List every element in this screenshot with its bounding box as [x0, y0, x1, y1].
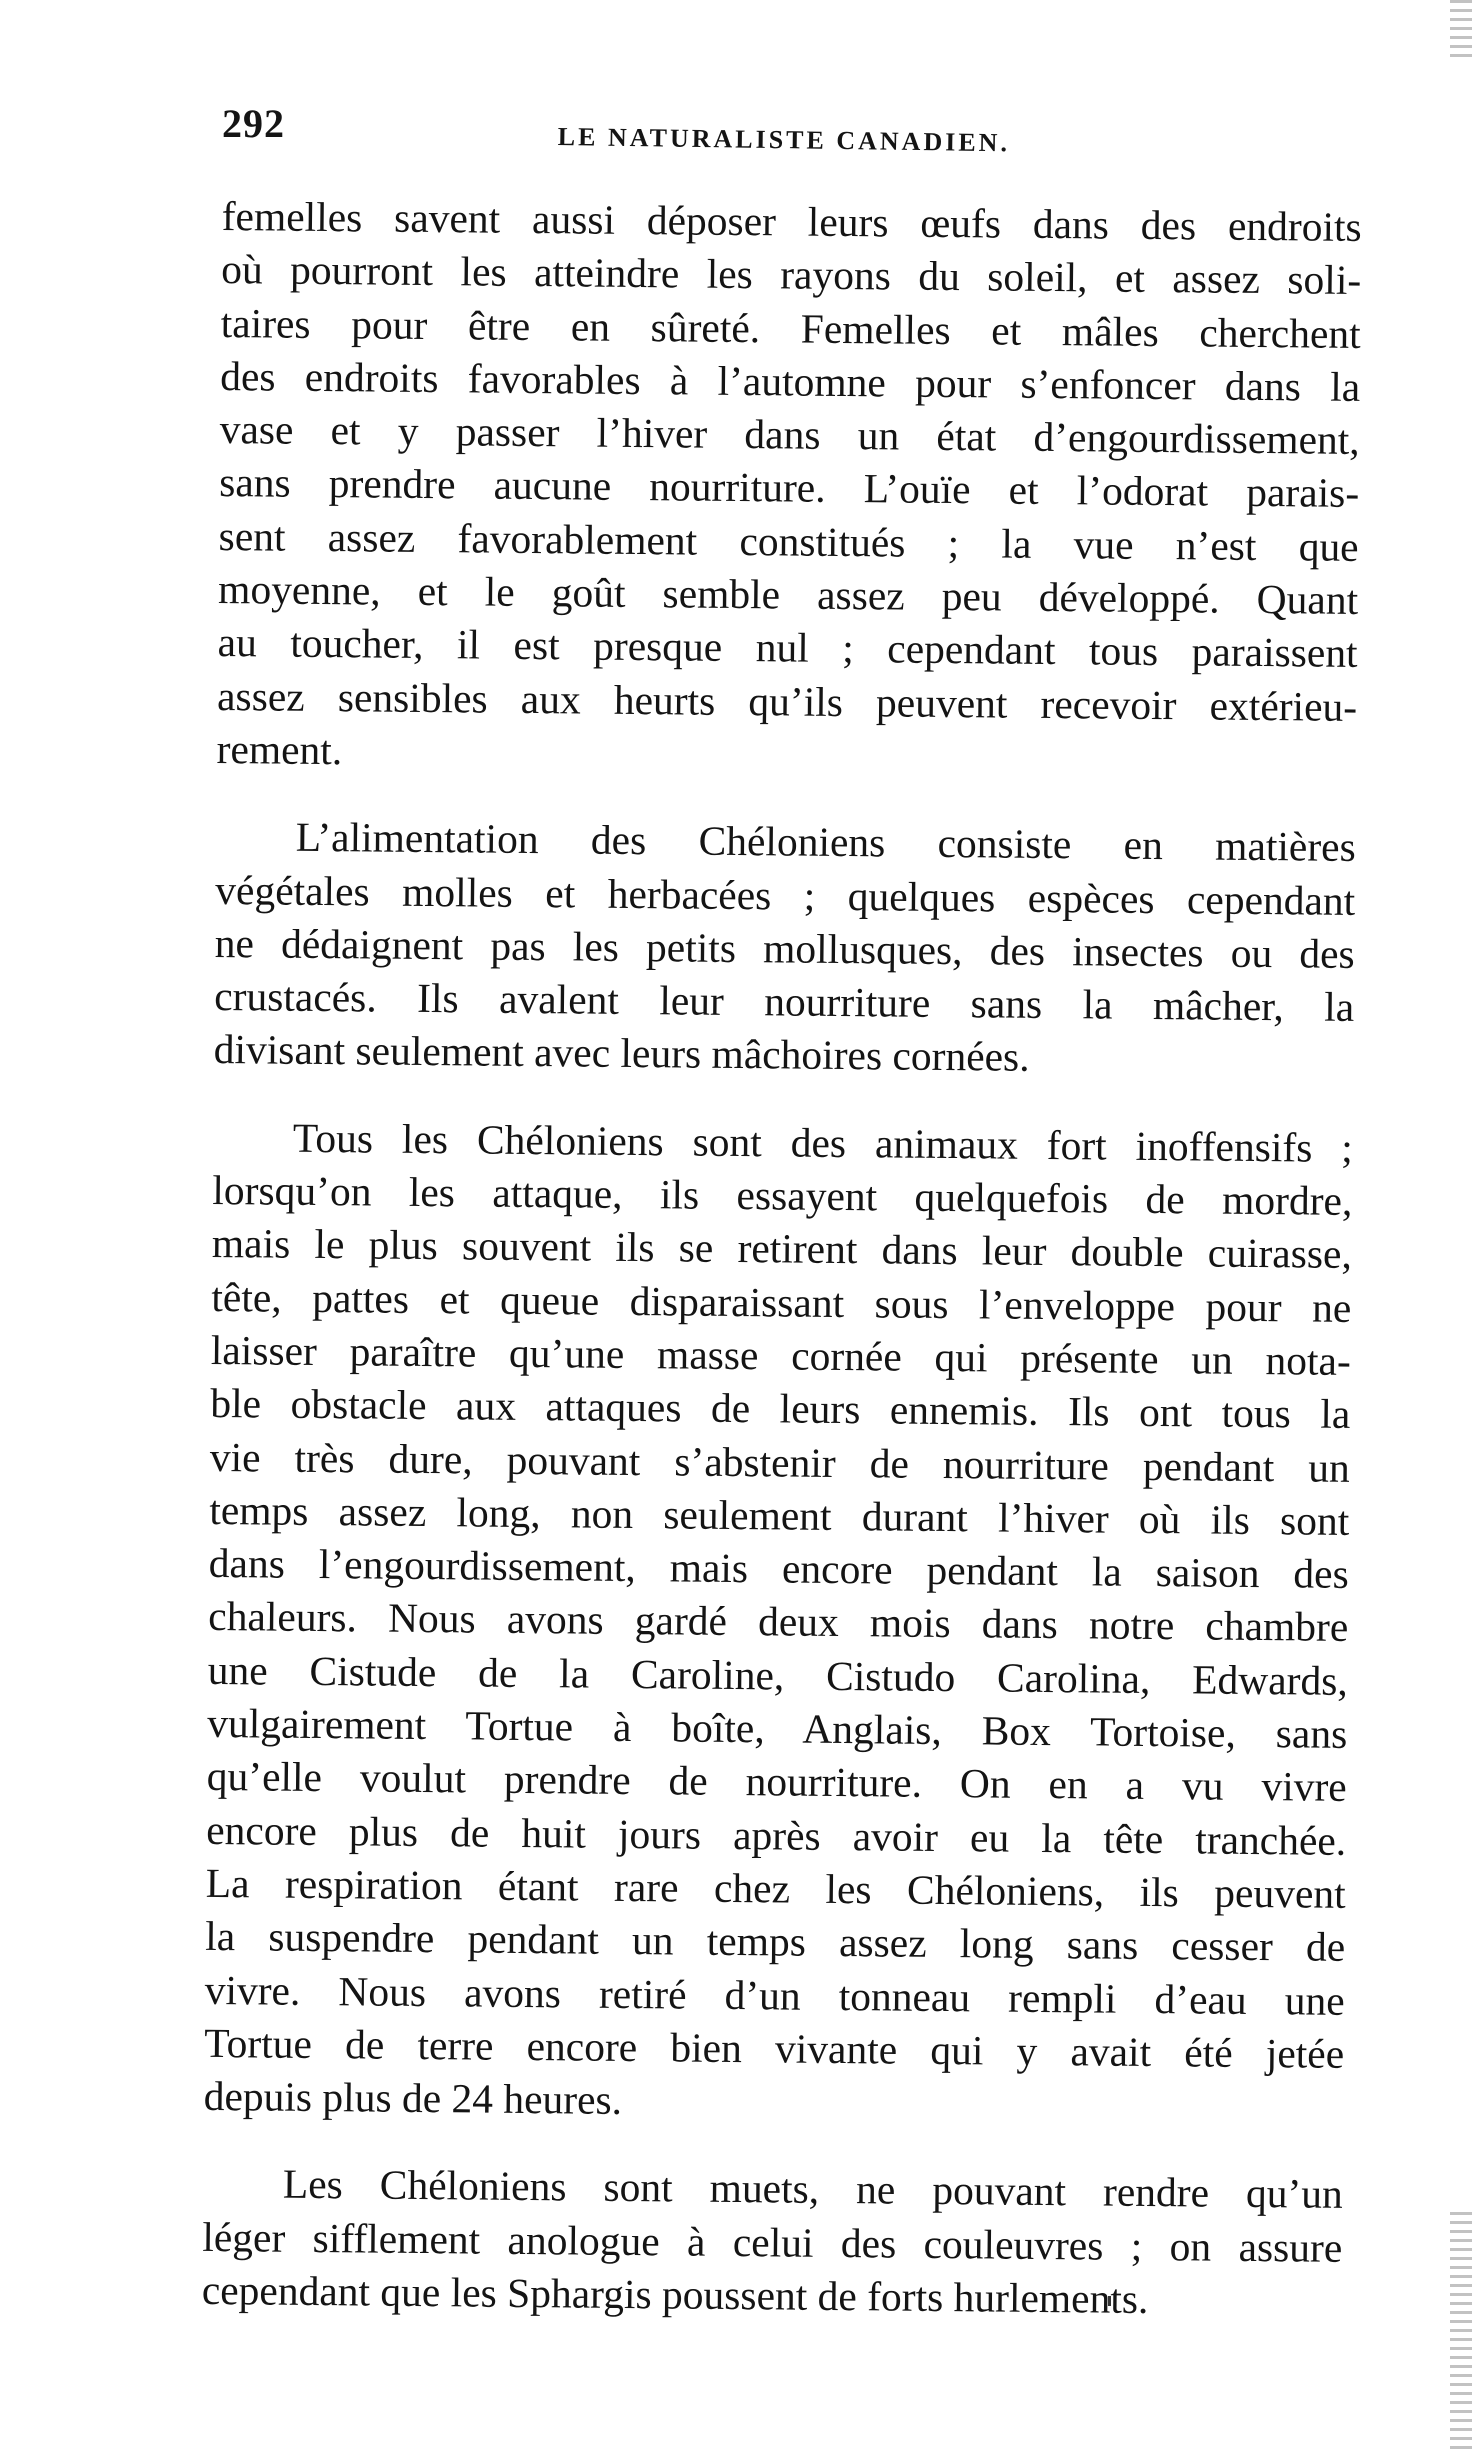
text-line: chaleurs. Nous avons gardé deux mois dans notre chambre	[208, 1593, 1349, 1651]
text-line: Tortue de terre encore bien vivante qui y avait été jetée	[203, 2019, 1345, 2077]
text-line: depuis plus de 24 heures.	[203, 2073, 623, 2124]
page-header	[222, 100, 1362, 160]
text-line: rement.	[216, 725, 343, 774]
text-line: la suspendre pendant un temps assez long sans cesser de	[205, 1913, 1346, 1971]
text-line: tête, pattes et queue disparaissant sous l’enveloppe pour ne	[211, 1273, 1352, 1331]
text-line: L’alimentation des Chéloniens consiste en matières	[295, 814, 1356, 871]
text-line: crustacés. Ils avalent leur nourriture sans la mâcher, la	[214, 973, 1355, 1031]
body-text	[202, 190, 1362, 2328]
text-line: sent assez favorablement constitués ; la vue n’est que	[218, 512, 1359, 570]
text-line: mais le plus souvent ils se retirent dans leur double cuirasse,	[211, 1220, 1353, 1278]
text-line: ble obstacle aux attaques de leurs ennemis. Ils ont tous la	[210, 1380, 1351, 1438]
text-line: vulgairement Tortue à boîte, Anglais, Box Tortoise, sans	[207, 1699, 1348, 1757]
text-line: une Cistude de la Caroline, Cistudo Carolina, Edwards,	[207, 1646, 1348, 1704]
text-line: encore plus de huit jours après avoir eu la tête tranchée.	[206, 1806, 1347, 1864]
text-line: laisser paraître qu’une masse cornée qui présente un nota-	[210, 1326, 1352, 1384]
running-head: LE NATURALISTE CANADIEN.	[557, 122, 1011, 158]
text-line: cependant que les Sphargis poussent de forts hurlements.	[201, 2266, 1149, 2322]
text-line: Tous les Chéloniens sont des animaux fort inoffensifs ;	[292, 1114, 1354, 1171]
page-number: 292	[222, 101, 285, 146]
text-line: vie très dure, pouvant s’abstenir de nourriture pendant un	[209, 1433, 1351, 1491]
text-line: assez sensibles aux heurts qu’ils peuvent recevoir extérieu-	[216, 672, 1358, 730]
text-line: vivre. Nous avons retiré d’un tonneau rempli d’eau une	[204, 1966, 1345, 2024]
text-line: ne dédaignent pas les petits mollusques, des insectes ou des	[214, 919, 1355, 977]
text-line: vase et y passer l’hiver dans un état d’engourdissement,	[219, 406, 1360, 464]
text-line: lorsqu’on les attaque, ils essayent quelquefois de mordre,	[212, 1167, 1353, 1224]
text-line: léger sifflement anologue à celui des couleuvres ; on assure	[202, 2213, 1343, 2271]
text-line: taires pour être en sûreté. Femelles et mâles cherchent	[220, 299, 1361, 357]
text-line: La respiration étant rare chez les Chéloniens, ils peuvent	[205, 1859, 1346, 1917]
paragraph	[216, 190, 1362, 787]
scan-edge-bottom	[1450, 2212, 1472, 2452]
text-line: végétales molles et herbacées ; quelques espèces cependant	[215, 866, 1356, 924]
text-line: femelles savent aussi déposer leurs œufs dans des endroits	[221, 192, 1362, 250]
text-line: où pourront les atteindre les rayons du soleil, et assez soli-	[221, 246, 1362, 304]
scan-edge-top	[1450, 0, 1472, 60]
text-line: temps assez long, non seulement durant l’hiver où ils sont	[209, 1486, 1350, 1544]
text-line: des endroits favorables à l’automne pour s’enfoncer dans la	[219, 352, 1361, 410]
paragraph	[203, 1111, 1353, 2135]
text-line: au toucher, il est presque nul ; cependant tous paraissent	[217, 619, 1358, 677]
text-line: Les Chéloniens sont muets, ne pouvant rendre qu’un	[282, 2161, 1344, 2218]
paragraph	[213, 810, 1356, 1087]
text-line: moyenne, et le goût semble assez peu développé. Quant	[217, 566, 1359, 624]
text-line: qu’elle voulut prendre de nourriture. On en a vu vivre	[206, 1753, 1347, 1811]
text-line: sans prendre aucune nourriture. L’ouïe et l’odorat parais-	[218, 459, 1360, 517]
paragraph	[202, 2157, 1343, 2328]
text-line: dans l’engourdissement, mais encore pendant la saison des	[208, 1540, 1349, 1598]
text-line: divisant seulement avec leurs mâchoires cornées.	[213, 1026, 1030, 1081]
